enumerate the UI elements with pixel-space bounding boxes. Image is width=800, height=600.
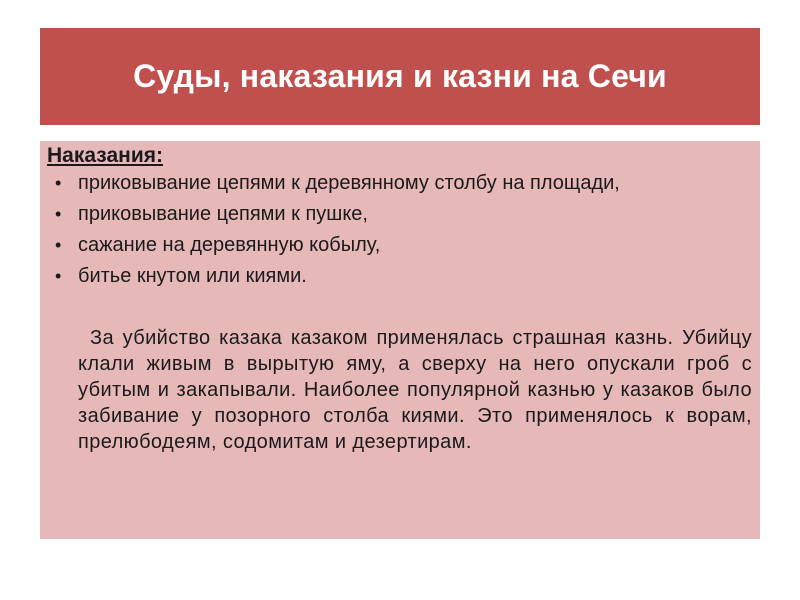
list-item: • сажание на деревянную кобылу, [53,233,753,257]
list-item: • битье кнутом или киями. [53,264,753,288]
title-banner [40,28,760,125]
punishment-list [53,171,753,295]
list-item: • приковывание цепями к пушке, [53,202,753,226]
list-item: • приковывание цепями к деревянному столбу на площади, [53,171,753,195]
slide-title: Суды, наказания и казни на Сечи [133,58,667,94]
execution-paragraph: За убийство казака казаком применялась страшная казнь. Убийцу клали живым в вырытую яму, а сверху на него опускали гроб с убитым и закапывали. Наиболее популярной казнью у казаков было забивание у позорного столба киями. Это применялось к ворам, прелюбодеям, содомитам и дезертирам. [78,327,752,453]
section-heading: Наказания: [47,144,163,167]
